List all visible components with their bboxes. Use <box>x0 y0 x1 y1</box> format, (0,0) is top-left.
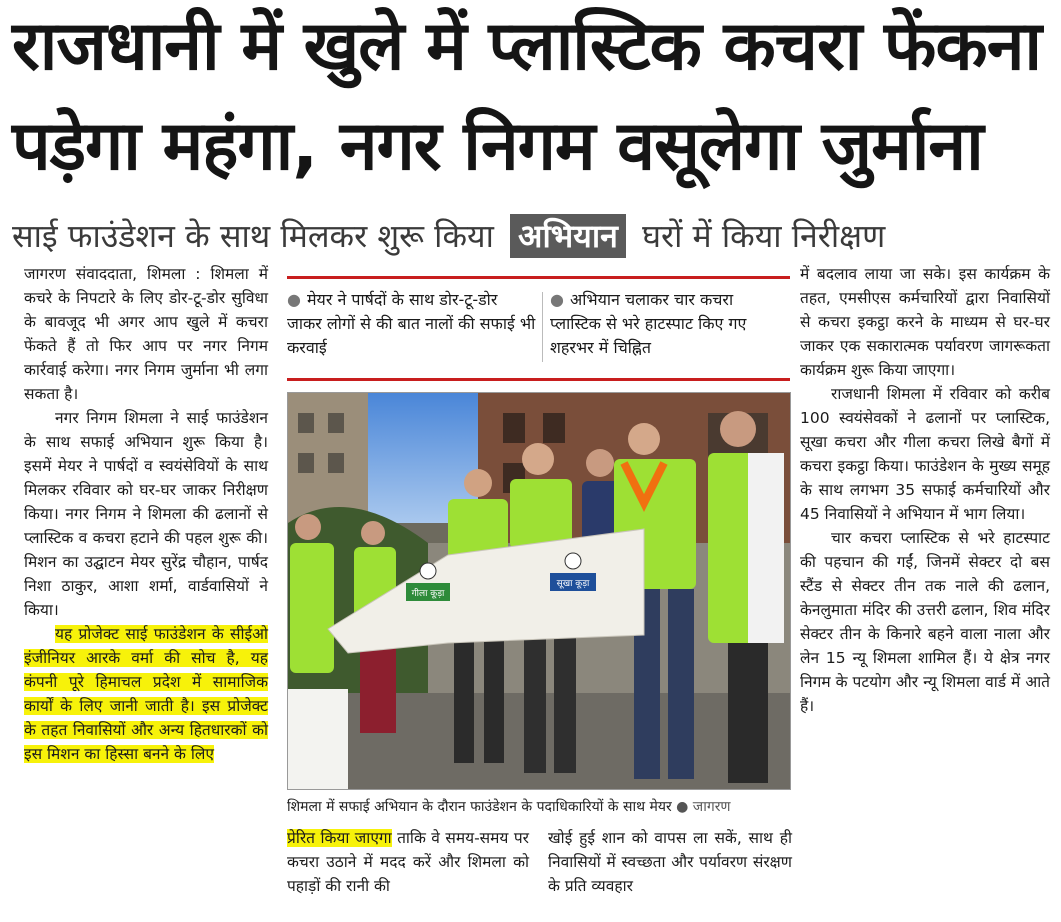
col4-paragraph-1: में बदलाव लाया जा सके। इस कार्यक्रम के तहत, एमसीएस कर्मचारियों द्वारा निवासियों से कचरा इकट्ठा करने के माध्यम से घर-घर जाकर एक सकारात्मक पर्यावरण जागरूकता कार्यक्रम शुरू किया जाएगा। <box>800 265 1050 379</box>
subhead-before: साई फाउंडेशन के साथ मिलकर शुरू किया <box>12 217 494 255</box>
quote-top-rule <box>287 276 790 279</box>
white-sack <box>288 689 348 789</box>
logo-mark <box>420 563 436 579</box>
pull-quote-1: ● मेयर ने पार्षदों के साथ डोर-टू-डोर जाकर लोगों से की बात नालों की सफाई भी करवाई <box>287 290 536 357</box>
article-column-4 <box>800 262 1050 718</box>
article-column-3: खोई हुई शान को वापस ला सकें, साथ ही निवासियों में स्वच्छता और पर्यावरण संरक्षण के प्रति व्यवहार <box>548 829 792 895</box>
subheadline <box>12 214 1052 258</box>
pull-quote-2: ● अभियान चलाकर चार कचरा प्लास्टिक से भरे हाटस्पाट किए गए शहरभर में चिह्नित <box>550 290 747 357</box>
news-photo <box>287 392 791 790</box>
quote-divider <box>542 292 543 362</box>
svg-text:गीला कूड़ा: गीला कूड़ा <box>411 589 445 599</box>
highlighted-text: प्रेरित किया जाएगा <box>287 829 392 847</box>
col1-paragraph-2: नगर निगम शिमला ने साई फाउंडेशन के साथ सफाई अभियान शुरू किया है। इसमें मेयर ने पार्षदों व स्वयंसेवियों के साथ मिलकर रविवार को घर-घर जाकर निरीक्षण किया। नगर निगम ने शिमला की ढलानों से प्लास्टिक व कचरा हटाने की पहल शुरू की। मिशन का उद्घाटन मेयर सुरेंद्र चौहान, पार्षद निशा ठाकुर, आशा शर्मा, वार्डवासियों ने किया। <box>24 409 268 619</box>
highlighted-text: यह प्रोजेक्ट साई फाउंडेशन के सीईओ इंजीनियर आरके वर्मा की सोच है, यह कंपनी पूरे हिमाचल प्रदेश में सामाजिक कार्यों के लिए जानी जाती है। इस प्रोजेक्ट के तहत निवासियों और अन्य हितधारकों को इस मिशन का हिस्सा बनने के लिए <box>24 625 268 763</box>
col4-paragraph-2: राजधानी शिमला में रविवार को करीब 100 स्वयंसेवकों ने ढलानों पर प्लास्टिक, सूखा कचरा और गीला कचरा लिखे बैगों में कचरा इकट्ठा किया। फाउंडेशन के मुख्य समूह के साथ लगभग 35 सफाई कर्मचारियों और 45 निवासियों ने अभियान में भाग लिया। <box>800 385 1050 523</box>
headline-line-2: पड़ेगा महंगा, नगर निगम वसूलेगा जुर्माना <box>12 107 983 186</box>
article-column-2: प्रेरित किया जाएगा ताकि वे समय-समय पर कचरा उठाने में मदद करें और शिमला को पहाड़ों की रानी की <box>287 829 529 895</box>
subhead-after: घरों में किया निरीक्षण <box>642 217 886 255</box>
photo-credit: ● जागरण <box>676 799 731 815</box>
caption-text: शिमला में सफाई अभियान के दौरान फाउंडेशन के पदाधिकारियों के साथ मेयर <box>287 799 672 815</box>
svg-text:सूखा कूड़ा: सूखा कूड़ा <box>556 579 590 589</box>
article-column-1 <box>24 262 268 766</box>
col4-paragraph-3: चार कचरा प्लास्टिक से भरे हाटस्पाट की पहचान की गईं, जिनमें सेक्टर दो बस स्टैंड से सेक्टर तीन तक नाले की ढलान, केनलुमाता मंदिर की उत्तरी ढलान, शिव मंदिर सेक्टर तीन के किनारे बहने वाला नाला और लेन 15 न्यू शिमला शामिल हैं। ये क्षेत्र नगर निगम के पटयोग और न्यू शिमला वार्ड में आते हैं। <box>800 529 1050 715</box>
headline-line-1: राजधानी में खुले में प्लास्टिक कचरा फेंकना <box>12 7 1042 86</box>
logo-mark <box>565 553 581 569</box>
quote-bottom-rule <box>287 378 790 381</box>
bullet-icon: ● <box>550 290 564 309</box>
photo-caption <box>287 796 792 818</box>
col1-paragraph-1: जागरण संवाददाता, शिमला : शिमला में कचरे के निपटारे के लिए डोर-टू-डोर सुविधा के बावजूद भी अगर आप खुले में कचरा फेंकते हैं तो फिर आप पर नगर निगम कार्रवाई करेगा। नगर निगम जुर्माना भी लगा सकता है। <box>24 265 268 403</box>
col1-paragraph-3 <box>24 622 268 766</box>
bullet-icon: ● <box>287 290 301 309</box>
subhead-tag: अभियान <box>510 214 626 258</box>
